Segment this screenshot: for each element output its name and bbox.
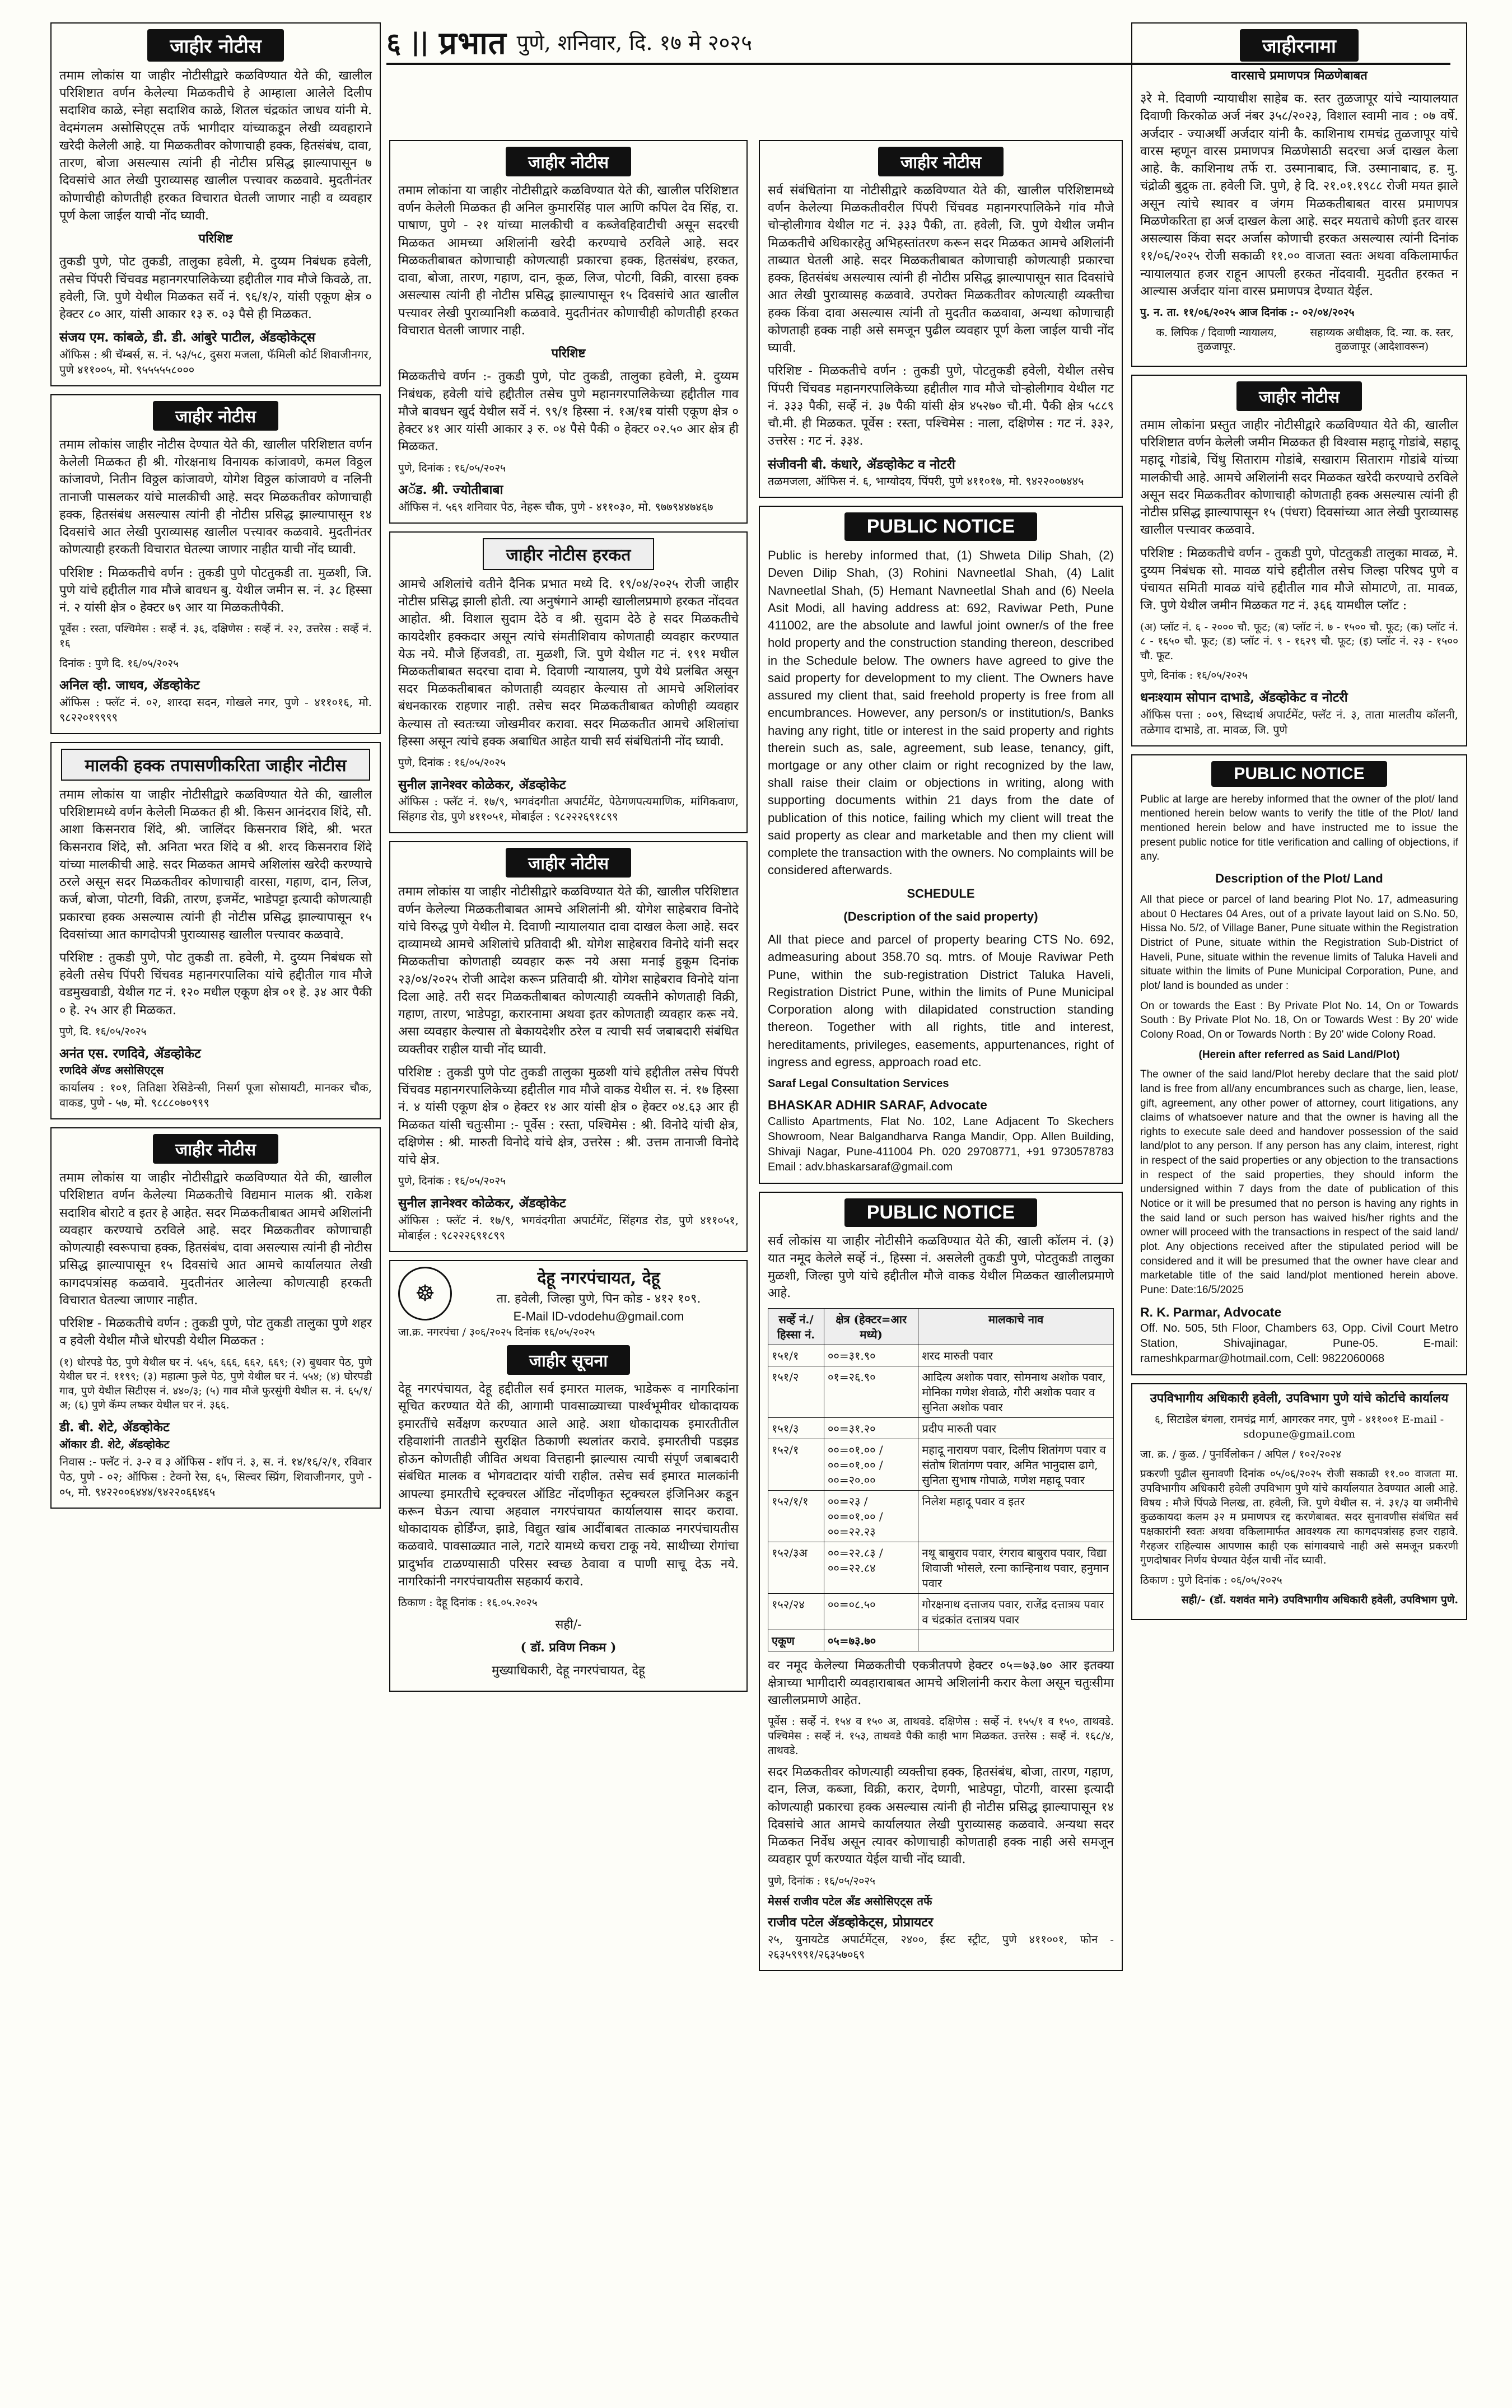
notice-heading: जाहीर नोटीस [768,147,1114,176]
schedule-title: परिशिष्ट [198,231,233,246]
cell-owner: गोरक्षनाथ दत्ताजय पवार, राजेंद्र दत्तात्रय पवार व चंद्रकांत दत्तात्रय पवार [918,1593,1114,1630]
notice-date: पुणे, दिनांक : १६/०५/२०२५ [1140,669,1248,682]
advocate-name: सुनील ज्ञानेश्वर कोळेकर, ॲडव्होकेट [398,777,566,792]
notice-date: ठिकाण : पुणे दिनांक : ०६/०५/२०२५ [1140,1574,1282,1586]
column-d [1131,22,1467,1628]
schedule-title: परिशिष्ट [551,346,586,361]
cell-area: ००=०१.०० / ००=०१.०० / ००=२०.०० [824,1439,918,1490]
schedule-text: परिशिष्ट : मिळकतीचे वर्णन - तुकडी पुणे, पोटतुकडी तालुका मावळ, मे. दुय्यम निबंधक सो. मावळ यांचे हद्दीतील तसेच जिल्हा परिषद पुणे व पंचायत समिती मावळ यांचे हद्दीतील गाव मौजे सोमाटणे, ता. मावळ, जि. पुणे येथील जमीन मिळकत गट नं. ३६६ यामधील प्लॉट : [1140,546,1458,613]
advocate-address: Off. No. 505, 5th Floor, Chambers 63, Opp. Civil Court Metro Station, Shivajinagar, Pune-05. E-mail: rameshkparmar@hotmail.com, Cell: 9822060068 [1140,1322,1458,1365]
notice-date: पु. न. ता. ११/०६/२०२५ आज दिनांक :- ०२/०४/२०२५ [1140,306,1355,319]
cell-empty [918,1630,1114,1651]
dehu-subtitle: ता. हवेली, जिल्हा पुणे, पिन कोड - ४१२ १०९. [496,1292,701,1306]
emblem-icon: ☸ [398,1267,452,1320]
notice-heading: जाहीर नोटीस हरकत [398,538,739,570]
advocate-address: ऑफिस : श्री चॅम्बर्स, स. नं. ५३/५८, दुसरा मजला, फॅमिली कोर्ट शिवाजीनगर, पुणे ४११००५, मो. ९५५५५५८००० [59,347,372,376]
advocate-name: डी. बी. शेटे, ॲडव्होकेट [59,1420,170,1435]
notice-body: Public at large are hereby informed that the owner of the plot/ land mentioned herein below wants to verify the title of the Plot/ land mentioned herein below and have instructed me to issue the present public notice for title verification and calling of objections, if any. [1140,793,1458,863]
notice-a3 [50,742,381,1119]
notice-body-2: वर नमूद केलेल्या मिळकतीची एकत्रीतपणे हेक्टर ०५=७३.७० आर इतक्या क्षेत्राच्या भागीदारी व्यवहाराबाबत आमचे अशिलांनी करार केला असून चतुःसीमा खालीलप्रमाणे आहेत. [768,1658,1114,1708]
cell-owner: प्रदीप मारुती पवार [918,1417,1114,1439]
cell-survey: १५२/३अ [768,1542,824,1593]
advocate-name: सुनील ज्ञानेश्वर कोळेकर, ॲडव्होकेट [398,1195,566,1211]
table-row [768,1366,1114,1417]
notice-heading: जाहीर नोटीस [398,848,739,878]
cell-survey: १५१/२ [768,1366,824,1417]
notice-heading: जाहीर सूचना [398,1345,739,1375]
notice-body: तमाम लोकांस या जाहीर नोटीसीद्वारे कळविण्यात येते की, खालील परिशिष्टात वर्णन केलेल्या मिळकतीबाबत आमचे अशिलांनी श्री. योगेश साहेबराव विनोदे यांचे विरुद्ध पुणे येथील मे. दिवाणी न्यायालयात दावा दाखल केला आहे. सदर दाव्यामध्ये आमचे अशिलांचे प्रतिवादी श्री. योगेश साहेबराव विनोदे यांनी सदर मिळकतीचा कोणताही व्यवहार करू नये असा मनाई हुकूम दिनांक २३/०४/२०२५ रोजी आदेश करून प्रतिवादी श्री. योगेश साहेबराव विनोदे यांना दिला आहे. तरी सदर मिळकतीबाबत कोणत्याही व्यक्तीने कोणताही विक्री, गहाण, तारण, भाडेपट्टा, करारनामा अथवा इतर कोणताही व्यवहार करू नये. असा व्यवहार केल्यास तो बेकायदेशीर ठरेल व त्याची सर्व जबाबदारी संबंधित व्यक्तीवर राहील याची नोंद घ्यावी. [398,885,739,1057]
notice-date: दिनांक : पुणे दि. १६/०५/२०२५ [59,657,179,670]
public-notice-c3 [759,1192,1123,1971]
notice-body: ३रे मे. दिवाणी न्यायाधीश साहेब क. स्तर तुळजापूर यांचे न्यायालयात दिवाणी किरकोळ अर्ज नंबर ३५८/२०२३, विशाल स्वामी नाव : ०७ वर्षे. अर्जदार - ज्याअर्थी अर्जदार यांनी कै. काशिनाथ रामचंद्र तुळजापूर यांचे वारस म्हणून वारस प्रमाणपत्र मिळणेसाठी सदरचा अर्ज दाखल केला आहे. कै. काशिनाथ तर्फे रा. उस्मानाबाद, जि. उस्मानाबाद, ह. मु. चंद्रोळी बुद्रुक ता. हवेली जि. पुणे, हे दि. २१.०१.१९८८ रोजी मयत झाले असून त्यांचे स्थावर व जंगम मिळकतीबाबत वारस प्रमाणपत्र मिळणेकरिता हा अर्ज दाखल केला आहे. सदर मयताचे कोणी इतर वारस असल्यास किंवा सदर अर्जास कोणाची हरकत असल्यास त्यांनी दिनांक ११/०६/२०२५ रोजी सकाळी ११.०० वाजता स्वतः अथवा वकिलामार्फत न्यायालयात हजर राहून आपली हरकत नोंदवावी. मुदतीत हरकत न आल्यास अर्जदार यांना वारस प्रमाणपत्र देण्यात येईल. [1140,92,1458,298]
notice-heading: PUBLIC NOTICE [768,1198,1114,1227]
notice-body: तमाम लोकांस या जाहीर नोटीसीद्वारे कळविण्यात येते की, खालील परिशिष्टात वर्णन केलेल्या मिळकतीचे हे आम्हाला आलेले दिलीप सदाशिव काळे, स्नेहा सदाशिव काळे, शितल चंद्रकांत जाधव यांनी मे. वेदमंगलम असोसिएट्स तर्फे भागीदार यांच्याकडून लेखी व्यवहाराने खरेदी केलेली आहे. या मिळकतीवर कोणाचाही हक्क, हितसंबंध, दावा, तारण, बोजा असल्यास त्यांनी ही नोटीस प्रसिद्ध झाल्यापासून ७ दिवसांचे आत लेखी पुराव्यासह खालील पत्त्यावर कळवावे. मुदतीनंतर कोणाचीही कोणतीही हरकत विचारात घेतली जाणार नाही व व्यवहार पूर्ण केला जाईल याची नोंद घ्यावी. [59,69,372,223]
advocate-address: निवास :- फ्लॅट नं. ३-२ व ३ ऑफिस - शॉप नं. ३, स. नं. १४/१६/२/१, रविवार पेठ, पुणे - ०२; ऑफिस : टेक्नो रेस, ६५, सिल्वर स्प्रिंग, शिवाजीनगर, पुणे - ०५, मो. ९४२२००६४४४/९४२२०६६४६५ [59,1454,372,1499]
notice-heading: जाहीर नोटीस [1140,381,1458,411]
officer-sign: सही/- (डॉ. यशवंत माने) उपविभागीय अधिकारी हवेली, उपविभाग पुणे. [1181,1594,1458,1607]
firm-name: ऑकार डी. शेटे, ॲडव्होकेट [59,1437,170,1451]
cell-owner: आदित्य अशोक पवार, सोमनाथ अशोक पवार, मोनिका गणेश शेवाळे, गौरी अशोक पवार व सुनिता अशोक पवार [918,1366,1114,1417]
cell-survey: १५१/३ [768,1417,824,1439]
cell-area: ००=२३ / ००=०१.०० / ००=२२.२३ [824,1490,918,1542]
column-a [50,22,381,1516]
notice-body: सर्व संबंधितांना या नोटीसीद्वारे कळविण्यात येते की, खालील परिशिष्टामध्ये वर्णन केलेल्या मिळकतीवरील पिंपरी चिंचवड महानगरपालिकेने गांव मौजे चोऱ्होलीगाव येथील गट नं. ३३३ पैकी, ता. हवेली, जि. पुणे येथील जमीन मिळकतीचे अधिकारहेतु अभिहस्तांतरण करून सदर मिळकत आमचे अशिलांनी ताब्यात घेतली आहे. सदर मिळकतीबाबत कोणाचाही कोणत्याही प्रकारचा हक्क, हितसंबंध असल्यास त्यांनी ही नोटीस प्रसिद्ध झाल्यापासून सात दिवसांचे आत लेखी पुराव्यासह कळवावे. उपरोक्त मिळकतीवर कोणत्याही व्यक्तीचा हक्क किंवा दावा असल्यास त्यांनी तो मुदतीत कळवावा, अन्यथा कोणाचाही कोणताही हक्क नाही असे समजून पुढील व्यवहार पूर्ण केला जाईल याची नोंद घ्यावी. [768,184,1114,356]
table-row [768,1593,1114,1630]
signature: सही/- [555,1617,582,1632]
notice-date: पुणे, दि. १६/०५/२०२५ [59,1025,147,1038]
cell-area: ००=२२.८३ / ००=२२.८४ [824,1542,918,1593]
dehu-header [398,1267,739,1326]
cell-owner: निलेश महादू पवार व इतर [918,1490,1114,1542]
masthead-divider: || [411,27,430,57]
notice-date: पुणे, दिनांक : १६/०५/२०२५ [768,1874,875,1887]
firm-name: Saraf Legal Consultation Services [768,1077,949,1090]
notice-body: तमाम लोकांना या जाहीर नोटीसीद्वारे कळविण्यात येते की, खालील परिशिष्टात वर्णन केलेली मिळकत ही अनिल कुमारसिंह पाल आणि कपिल देव सिंह, रा. पाषाण, पुणे - २१ यांच्या मालकीची व कब्जेवहिवाटीची असून सदरची मिळकत आमच्या अशिलांनी खरेदी करण्याचे ठरविले आहे. सदर मिळकतीबाबत कोणाचाही कोणत्याही प्रकारचा हक्क, हितसंबंध, हरकत, दावा, बोजा, तारण, गहाण, दान, कूळ, लिज, पोटगी, विक्री, वारसा हक्क असल्यास त्यांनी ही नोटीस प्रसिद्ध झाल्यापासून १५ दिवसांचे आत खालील पत्त्यावर लेखी पुराव्यानिशी कळवावे. मुदतीनंतर कोणाचीही कोणतीही हरकत विचारात घेतली जाणार नाही. [398,184,739,338]
description-title: Description of the Plot/ Land [1215,871,1383,885]
notice-b2 [389,531,748,834]
schedule-title: SCHEDULE [907,886,975,900]
notice-body: तमाम लोकांना प्रस्तुत जाहीर नोटीसीद्वारे कळविण्यात येते की, खालील परिशिष्टात वर्णन केलेली जमीन मिळकत ही विश्वास महादू गोडांबे, सहादू महादू गोडांबे, चिंधु सिताराम गोडांबे, सखाराम सिताराम गोडांबे यांच्या मालकीची आहे. आमचे अशिलांनी सदर मिळकत खरेदी करण्याचे ठरविले असून सदर मिळकतीवर कोणाचाही कोणताही हक्क असल्यास त्यांनी ही नोटीस प्रसिद्ध झाल्यापासून १५ (पंधरा) दिवसांच्या आत लेखी पुराव्यासह खालील पत्त्यावर कळवावे. [1140,418,1458,538]
cell-survey: १५१/१ [768,1345,824,1366]
property-list: (१) धोरपडे पेठ, पुणे येथील घर नं. ५६५, ६६६, ६६२, ६६९; (२) बुधवार पेठ, पुणे येथील घर नं. ११९९; (३) महात्मा फुले पेठ, पुणे येथील घर नं. ५५४; (४) घोरपडी गाव, पुणे येथील सिटीएस नं. ४४०/३; (५) गाव मौजे फुरसुंगी येथील स. नं. ६५/१/अ; (६) पुणे कॅम्प लष्कर येथील घर नं. ३६६. [59,1356,372,1412]
advocate-address: ऑफिस : फ्लॅट नं. १७/९, भगवंदगीता अपार्टमेंट, पेठेगणपत्यमाणिक, मांगिकवाण, सिंहगड रोड, पुणे ४११०५१, मोबाईल : ९८२२२६९१८९९ [398,795,739,824]
table-row [768,1345,1114,1366]
description-text: All that piece or parcel of land bearing Plot No. 17, admeasuring about 0 Hectares 04 Ares, out of a private layout laid on S.No. 50, Hissa No. 5/2, of Village Baner, Pune situate within the Registration District of Pune, situate within the Registration Sub-District of Haveli, Pune, situate within the revenue limits of Taluka Haveli and situate within the limits of Pune Municipal Corporation, Pune, and plot/ land is bounded as under : [1140,894,1458,992]
advocate-address: Callisto Apartments, Flat No. 102, Lane Adjacent To Skechers Showroom, Near Balgandharva Ranga Mandir, Opp. Allen Building, Shivaji Nagar, Pune-411004 Ph. 020 29708771, +91 9730578783 Email : adv.bhaskarsaraf@gmail.com [768,1115,1114,1173]
notice-body: तमाम लोकांस या जाहीर नोटीसीद्वारे कळविण्यात येते की, खालील परिशिष्टात वर्णन केलेल्या मिळकतीचे विद्यमान मालक श्री. राकेश सदाशिव बोराटे व इतर हे आहेत. सदर मिळकतीबाबत आमचे अशिलांनी व्यवहार करण्याचे ठरविले आहे. सदर मिळकतीवर कोणाचाही कोणत्याही स्वरूपाचा हक्क, हितसंबंध, दावा असल्यास त्यांनी ही नोटीस प्रसिद्ध झाल्यापासून १५ दिवसांचे आत आमचे कार्यालयात लेखी कागदपत्रांसह कळवावे. मुदतीनंतर आलेल्या कोणत्याही हरकती विचारात घेतल्या जाणार नाहीत. [59,1171,372,1308]
herein-after: (Herein after referred as Said Land/Plot) [1198,1048,1400,1061]
sdo-address: ६, सिटाडेल बंगला, रामचंद्र मार्ग, आगरकर नगर, पुणे - ४११००१ E-mail - sdopune@gmail.com [1154,1413,1444,1441]
advocate-name: अनिल व्ही. जाधव, ॲडव्होकेट [59,678,200,693]
notice-a4 [50,1127,381,1509]
advocate-name: BHASKAR ADHIR SARAF, Advocate [768,1097,987,1112]
notice-body: आमचे अशिलांचे वतीने दैनिक प्रभात मध्ये दि. १९/०४/२०२५ रोजी जाहीर नोटीस प्रसिद्ध झाली होती. त्या अनुषंगाने आम्ही खालीलप्रमाणे हरकत नोंदवत आहोत. श्री. विशाल सुदाम देठे व श्री. सुदाम देठे हे सदर मिळकतीचे कायदेशीर हक्कदार असून त्यांचे संमतीशिवाय कोणताही व्यवहार करण्यात येऊ नये. मौजे हिंजवडी, ता. मुळशी, जि. पुणे येथील गट नं. १९१ मधील मिळकतीबाबत सदरचा दावा मे. दिवाणी न्यायालय, पुणे येथे प्रलंबित असून सदर मिळकतीबाबत कोणताही व्यवहार केल्यास तो आमचे अशिलांवर बंधनकारक राहणार नाही. तसेच सदर मिळकतीबाबत कोणीही व्यवहार केल्यास तो स्वतःच्या जोखमीवर करावा. सदर मिळकतीत आमचे अशिलांचा हिस्सा असून त्यांचे हक्क अबाधित आहेत याची सर्व संबंधितांनी नोंद घ्यावी. [398,577,739,749]
notice-heading: PUBLIC NOTICE [1140,761,1458,787]
table-row [768,1417,1114,1439]
property-table [768,1308,1114,1651]
notice-body: तमाम लोकांस जाहीर नोटीस देण्यात येते की, खालील परिशिष्टात वर्णन केलेली मिळकत ही श्री. गोरक्षनाथ विनायक कांजावणे, कमल विठ्ठल कांजावणे, नितीन विठ्ठल कांजावणे, योगेश विठ्ठल कांजावणे व नलिनी तानाजी पासलकर यांचे मालकीची आहे. सदर मिळकतीवर कोणाचाही हक्क, हितसंबंध असल्यास त्यांनी ही नोटीस प्रसिद्ध झाल्यापासून १४ दिवसांचे आत लेखी पुराव्यासह खालील पत्त्यावर कळवावे. मुदतीनंतर कोणत्याही हरकती विचारात घेतल्या जाणार नाहीत याची नोंद घ्यावी. [59,437,372,557]
advocate-address: ऑफिस नं. ५६९ शनिवार पेठ, नेहरू चौक, पुणे - ४११०३०, मो. ९७७९४४७४६७ [398,500,713,514]
dehu-email: E-Mail ID-vdodehu@gmail.com [513,1309,684,1324]
notice-heading: जाहीर नोटीस [59,29,372,62]
schedule-text: परिशिष्ट - मिळकतीचे वर्णन : तुकडी पुणे, पोट तुकडी तालुका पुणे शहर व हवेली येथील मौजे धोरपडी येथील मिळकत : [59,1317,372,1348]
advocate-address: ऑफिस पत्ता : ००९, सिध्दार्थ अपार्टमेंट, फ्लॅट नं. ३, ताता मालतीय कॉलनी, तळेगाव दाभाडे, ता. मावळ, जि. पुणे [1140,707,1458,736]
notice-a2 [50,394,381,734]
schedule-text: मिळकतीचे वर्णन :- तुकडी पुणे, पोट तुकडी, तालुका हवेली, मे. दुय्यम निबंधक, हवेली यांचे हद्दीतील तसेच पुणे महानगरपालिकेच्या हद्दीतील गाव मौजे बावधन खुर्द येथील सर्वे नं. ९९/१ हिस्सा नं. १अ/१ब यांसी एकूण क्षेत्र ० हेक्टर ४१ आर यांसी आकार ३ रु. ०४ पैसे पैकी ० हेक्टर ०२.५० आर क्षेत्र ही मिळकत. [398,370,739,454]
advocate-name: संजय एम. कांबळे, डी. डी. आंबुरे पाटील, ॲडव्होकेट्स [59,330,315,346]
sdo-title: उपविभागीय अधिकारी हवेली, उपविभाग पुणे यांचे कोर्टाचे कार्यालय [1150,1391,1449,1406]
boundaries-text: पूर्वेस : सर्व्हे नं. १५४ व १५० अ, ताथवडे. दक्षिणेस : सर्व्हे नं. १५५/१ व १५०, ताथवडे. पश्चिमेस : सर्व्हे नं. १५३, ताथवडे पैकी काही भाग मिळकत. उत्तरेस : सर्व्हे नं. १६८/४, ताथवडे. [768,1715,1114,1757]
cell-owner: शरद मारुती पवार [918,1345,1114,1366]
advocate-address: ऑफिस : फ्लॅट नं. १७/९, भगवंदगीता अपार्टमेंट, सिंहगड रोड, पुणे ४११०५१, मोबाईल : ९८२२२६९१८९९ [398,1213,739,1242]
notice-body: सर्व लोकांस या जाहीर नोटीसीने कळविण्यात येते की, खाली कॉलम नं. (३) यात नमूद केलेले सर्व्हे नं., हिस्सा नं. असलेली तुकडी पुणे, पोटतुकडी तालुका मुळशी, जिल्हा पुणे यांचे हद्दीतील मौजे वाकड येथील मिळकत खालीलप्रमाणे आहे. [768,1234,1114,1301]
cell-owner: नथू बाबुराव पवार, रंगराव बाबुराव पवार, विद्या शिवाजी भोसले, रत्ना कान्हिनाथ पवार, हनुमान पवार [918,1542,1114,1593]
schedule-text: परिशिष्ट : तुकडी पुणे, पोट तुकडी ता. हवेली, मे. दुय्यम निबंधक सो हवेली तसेच पिंपरी चिंचवड महानगरपालिका यांचे हद्दीतील गाव मौजे वडमुखवाडी, येथील गट नं. १२० मधील एकूण क्षेत्र ०१ हे. ३४ आर पैकी ० हे. २५ आर ही मिळकत. [59,950,372,1018]
schedule-text: तुकडी पुणे, पोट तुकडी, तालुका हवेली, मे. दुय्यम निबंधक हवेली, तसेच पिंपरी चिंचवड महानगरपालिकेच्या हद्दीतील गाव मौजे किवळे, ता. हवेली, जि. पुणे येथील मिळकत सर्वे नं. ९६/१/२, यांसी एकूण क्षेत्र ० हेक्टर ८० आर, यांसी आकार १३ रु. ०३ पैसे ही मिळकत. [59,255,372,322]
notice-d2 [1131,375,1467,746]
notice-dehu [389,1260,748,1692]
notice-heading: मालकी हक्क तपासणीकरिता जाहीर नोटीस [59,749,372,781]
officer-designation: मुख्याधिकारी, देहू नगरपंचायत, देहू [492,1664,645,1678]
table-row [768,1542,1114,1593]
notice-b1 [389,140,748,524]
superintendent-sign: सहाय्यक अधीक्षक, दि. न्या. क. स्तर, तुळजापूर (आदेशावरून) [1310,326,1454,353]
schedule-text: परिशिष्ट - मिळकतीचे वर्णन : तुकडी पुणे, पोटतुकडी हवेली, येथील तसेच पिंपरी चिंचवड महानगरपालिकेच्या हद्दीतील गाव मौजे चोऱ्होलीगाव येथील गट नं. ३३३ पैकी, सर्व्हे नं. ३७ पैकी यांसी क्षेत्र ४५२७० चौ.मी. पैकी क्षेत्र ५८८९ चौ.मी. ही मिळकत. पूर्वेस : रस्ता, पश्चिमेस : नाला, दक्षिणेस : गट नं. ३३२, उत्तरेस : गट नं. ३३४. [768,364,1114,449]
notice-body: Public is hereby informed that, (1) Shweta Dilip Shah, (2) Deven Dilip Shah, (3) Rohini Navneetlal Shah, (4) Lalit Navneetlal Shah, (5) Hemant Navneetlal Shah and (6) Neela Asit Modi, all having address at: 692, Raviwar Peth, Pune 411002, are the absolute and lawful joint owner/s of the free hold property and the construction standing thereon, described in the Schedule below. The owners have agreed to give the said property for development to my client. The Owners have assured my client that, said freehold property is free from all encumbrances. However, any person/s or institution/s, Banks having any right, title or interest in the said property and rights therein such as, sale, agreement, sub lease, tenancy, gift, mortgage or any other claim or right recognized by the law, shall raise their claim or objections in writing, along with supporting documents within 21 days from the date of publication of this notice, failing which my client will treat the said property as clear and marketable and then my client will complete the transaction with the owners. No complaints will be considered afterwards. [768,548,1114,878]
firm-name: रणदिवे ॲण्ड असोसिएट्स [59,1063,164,1077]
officer-name: ( डॉ. प्रविण निकम ) [520,1640,617,1655]
column-b [389,140,748,1700]
table-header: मालकाचे नाव [918,1308,1114,1345]
table-row [768,1439,1114,1490]
schedule-subtitle: (Description of the said property) [843,909,1038,923]
notice-body: प्रकरणी पुढील सुनावणी दिनांक ०५/०६/२०२५ रोजी सकाळी ११.०० वाजता मा. उपविभागीय अधिकारी हवेली उपविभाग पुणे यांचे कार्यालयात ठेवण्यात आली आहे. विषय : मौजे पिंपळे निलख, ता. हवेली, जि. पुणे येथील स. नं. ३१/३ या जमीनीचे कुळकायदा कलम ३२ म प्रमाणपत्र रद्द करणेबाबत. सदर सुनावणीस संबंधित सर्व पक्षकारांनी स्वतः अथवा वकिलामार्फत आवश्यक त्या कागदपत्रांसह हजर राहावे. गैरहजर राहिल्यास आपणास काही एक सांगावयाचे नाही असे समजून प्रकरणी गुणदोषावर निर्णय घेण्यात येईल याची नोंद घ्यावी. [1140,1468,1458,1567]
notice-c1 [759,140,1123,498]
page-number: ६ [386,26,401,59]
advocate-address: २५, युनायटेड अपार्टमेंट्स, २४००, ईस्ट स्ट्रीट, पुणे ४११००१, फोन - २६३५९९९१/२६३५७०६९ [768,1932,1114,1961]
total-area: ०५=७३.७० [824,1630,918,1651]
city-date: पुणे, शनिवार, दि. १७ मे २०२५ [516,30,752,55]
notice-heading: PUBLIC NOTICE [768,512,1114,541]
notice-date: पुणे, दिनांक : १६/०५/२०२५ [398,757,506,769]
public-notice-c2 [759,506,1123,1183]
notice-date: ठिकाण : देहू दिनांक : १६.०५.२०२५ [398,1597,538,1609]
boundaries-text: पूर्वेस : रस्ता, पश्चिमेस : सर्व्हे नं. ३६, दक्षिणेस : सर्व्हे नं. २२, उत्तरेस : सर्व्हे नं. १६ [59,623,372,650]
cell-survey: १५२/२४ [768,1593,824,1630]
cell-survey: १५२/१ [768,1439,824,1490]
notice-body-2: The owner of the said land/Plot hereby declare that the said plot/ land is free from all/any encumbrances such as charge, lien, lease, gift, agreement, any other power of attorney, court litigations, any claims of whatsoever nature and that the owner is having all the rights to execute sale deed and handover possession of the said land/plot to any person. If any person has any claim, interest, right in respect of the said properties or any objection to the transactions in respect of the said properties, they should inform the undersigned within 7 days from the date of publication of this Notice or it will be presumed that no person is having any rights in the said land or such person has waived his/her rights and the owner will proceed with the transactions in respect of the said land/ plot. Any objections received after the stipulated period will be considered and it will be presumed that the owner have clear and marketable title of the said land/plot mentioned herein above. Pune: Date:16/5/2025 [1140,1068,1458,1296]
notice-heading: जाहीर नोटीस [398,147,739,176]
advocate-name: संजीवनी बी. कंधारे, ॲडव्होकेट व नोटरी [768,456,955,472]
dehu-ref: जा.क्र. नगरपंचा / ३०६/२०२५ दिनांक १६/०५/२०२५ [398,1326,595,1338]
notice-body: तमाम लोकांस या जाहीर नोटीसीद्वारे कळविण्यात येते की, खालील परिशिष्टामध्ये वर्णन केलेली मिळकत ही श्री. किसन आनंदराव शिंदे, सौ. आशा किसनराव शिंदे, श्री. जालिंदर किसनराव शिंदे, श्री. भरत किसनराव शिंदे, सौ. अनिता भरत शिंदे व श्री. शरद किसनराव शिंदे यांच्या मालकीची आहे. सदर मिळकत आमचे अशिलांस खरेदी करण्याचे ठरले असून सदर मिळकतीवर कोणाचाही वारसा, गहाण, दान, लिज, कर्ज, बोजा, पोटगी, विक्री, तारण, इजमेंट, भाडेपट्टा इत्यादी कोणत्याही प्रकारचा हक्क असल्यास त्यांनी ही नोटीस प्रसिद्ध झाल्यापासून १५ दिवसांच्या आत कागदोपत्री पुराव्यासह खालील पत्त्यावर कळवावे. [59,787,372,942]
table-header: क्षेत्र (हेक्टर=आर मध्ये) [824,1308,918,1345]
notice-body-3: सदर मिळकतीवर कोणत्याही व्यक्तीचा हक्क, हितसंबंध, बोजा, तारण, गहाण, दान, लिज, कब्जा, विक्री, करार, देणगी, भाडेपट्टा, पोटगी, वारसा इत्यादी कोणत्याही प्रकारचा हक्क असल्यास त्यांनी ही नोटीस प्रसिद्ध झाल्यापासून १४ दिवसांचे आत आमचे कार्यालयात लेखी पुराव्यासह कळवावे. अन्यथा सदर मिळकत निर्वेध असून त्यावर कोणाचाही कोणताही हक्क नाही असे समजून व्यवहार पूर्ण करण्यात येईल याची नोंद घ्यावी. [768,1765,1114,1867]
notice-a1 [50,22,381,386]
table-total-row [768,1630,1114,1651]
masthead [386,22,958,62]
notice-b3 [389,841,748,1252]
boundaries-text: On or towards the East : By Private Plot No. 14, On or Towards South : By Private Plot No. 18, On or Towards West : By 20' wide Colony Road, On or Towards North : By 20' wide Colony Road. [1140,1000,1458,1040]
advocate-address: कार्यालय : १०१, तितिक्षा रेसिडेन्सी, निसर्ग पूजा सोसायटी, मानकर चौक, वाकड, पुणे - ५७, मो. ९८८८०७०९९९ [59,1081,372,1110]
advocate-address: तळमजला, ऑफिस नं. ६, भाग्योदय, पिंपरी, पुणे ४११०१७, मो. ९४२२००७४४५ [768,474,1084,488]
advocate-name: R. K. Parmar, Advocate [1140,1304,1282,1319]
court-signatures [1140,326,1458,360]
dehu-title: देहू नगरपंचायत, देहू [537,1268,660,1288]
advocate-name: अॅड. श्री. ज्योतीबाबा [398,482,503,498]
newspaper-page [39,22,1473,2386]
public-notice-d3 [1131,754,1467,1375]
table-row [768,1490,1114,1542]
notice-date: पुणे, दिनांक : १६/०५/२०२५ [398,461,506,474]
jahirnama-title: वारसाचे प्रमाणपत्र मिळणेबाबत [1231,68,1368,83]
plot-list: (अ) प्लॉट नं. ६ - २००० चौ. फूट; (ब) प्लॉट नं. ७ - १५०० चौ. फूट; (क) प्लॉट नं. ८ - १६५० चौ. फूट; (ड) प्लॉट नं. ९ - १६२९ चौ. फूट; (इ) प्लॉट नं. २३ - १५०० चौ. फूट. [1140,620,1458,662]
cell-area: ००=३१.९० [824,1345,918,1366]
notice-date: पुणे, दिनांक : १६/०५/२०२५ [398,1175,506,1188]
cell-survey: १५२/१/१ [768,1490,824,1542]
column-c [759,140,1123,1979]
newspaper-brand: प्रभात [439,25,507,62]
sdo-ref: जा. क्र. / कुळ. / पुनर्विलोकन / अपिल / १०२/२०२४ [1140,1448,1342,1460]
firm-name: मेसर्स राजीव पटेल ॲंड असोसिएट्स तर्फे [768,1894,932,1908]
schedule-text: परिशिष्ट : तुकडी पुणे पोट तुकडी तालुका मुळशी यांचे हद्दीतील तसेच पिंपरी चिंचवड महानगरपालिकेच्या हद्दीतील गाव मौजे वाकड येथील स. नं. १७ हिस्सा नं. ४ यांसी एकूण क्षेत्र ० हेक्टर १४ आर यांसी क्षेत्र ० हेक्टर ०४.६३ आर ही मिळकत यांसी चतुःसीमा :- पूर्वेस : रस्ता, पश्चिमेस : श्री. विनोदे यांची क्षेत्र, दक्षिणेस : श्री. मारुती विनोदे यांचे क्षेत्र, उत्तरेस : श्री. उत्तम तानाजी विनोदे यांचे क्षेत्र. [398,1065,739,1167]
notice-body: देहू नगरपंचायत, देहू हद्दीतील सर्व इमारत मालक, भाडेकरू व नागरिकांना सूचित करण्यात येते की, आगामी पावसाळ्याच्या पार्श्वभूमीवर धोकादायक इमारतींचे सर्वेक्षण करण्यात आले आहे. अशा धोकादायक इमारतीतील रहिवाशांनी तातडीने सुरक्षित ठिकाणी स्थलांतर करावे. इमारतीची पडझड होऊन कोणतीही जीवित अथवा वित्तहानी झाल्यास त्याची संपूर्ण जबाबदारी संबंधित मालक व भोगवटादार यांची राहील. तसेच सर्व इमारत मालकांनी आपल्या इमारतीचे स्ट्रक्चरल ऑडिट नोंदणीकृत स्ट्रक्चरल इंजिनिअर कडून करून घेऊन त्याचा अहवाल नगरपंचायत कार्यालयास सादर करावा. धोकादायक होर्डिंग्ज, झाडे, विद्युत खांब आदींबाबत तात्काळ नगरपंचायतीस कळवावे. पावसाळ्यात नाले, गटारे यामध्ये कचरा टाकू नये. साथीच्या रोगांचा प्रादुर्भाव टाळण्यासाठी परिसर स्वच्छ ठेवावा व पाणी साचू देऊ नये. नागरिकांनी नगरपंचायतीस सहकार्य करावे. [398,1382,739,1589]
notice-heading: जाहीर नोटीस [59,1134,372,1164]
notice-heading: जाहीर नोटीस [59,401,372,431]
cell-area: ००=३१.२० [824,1417,918,1439]
notice-heading: जाहीरनामा [1140,29,1458,62]
notice-jahirnama [1131,22,1467,367]
schedule-text: All that piece and parcel of property bearing CTS No. 692, admeasuring about 358.70 sq. mtrs. of Mouje Raviwar Peth Pune, within the sub-registration District Taluka Haveli, Registration District Pune, within the limits of Pune Municipal Corporation along with dilapidated construction standing thereon. Together with all rights, title and interest, hereditaments, privileges, easements, appurtenances, right of ingress and egress, approach road etc. [768,932,1114,1069]
advocate-name: धनःश्याम सोपान दाभाडे, ॲडव्होकेट व नोटरी [1140,690,1348,706]
schedule-text: परिशिष्ट : मिळकतीचे वर्णन : तुकडी पुणे पोटतुकडी ता. मुळशी, जि. पुणे यांचे हद्दीतील गाव मौजे बावधन बु. येथील जमीन स. नं. ३८ हिस्सा नं. २ यांसी क्षेत्र ० हेक्टर ७९ आर या मिळकतीपैकी. [59,566,372,615]
notice-sdo [1131,1383,1467,1620]
cell-area: ००=०८.५० [824,1593,918,1630]
total-label: एकूण [768,1630,824,1651]
advocate-name: राजीव पटेल ॲडव्होकेट्स, प्रोप्रायटर [768,1915,934,1930]
clerk-sign: क. लिपिक / दिवाणी न्यायालय, तुळजापूर. [1156,326,1277,353]
cell-area: ०१=२६.९० [824,1366,918,1417]
advocate-address: ऑफिस : फ्लॅट नं. ०२, शारदा सदन, गोखले नगर, पुणे - ४११०१६, मो. ९८२२०१९९९९ [59,695,372,724]
cell-owner: महादू नारायण पवार, दिलीप शितांगण पवार व संतोष शितांगण पवार, अमित भानुदास ढागे, सुनिता सुभाष गोपाळे, गणेश महादू पवार [918,1439,1114,1490]
table-header: सर्व्हे नं./ हिस्सा नं. [768,1308,824,1345]
advocate-name: अनंत एस. रणदिवे, ॲडव्होकेट [59,1046,201,1061]
